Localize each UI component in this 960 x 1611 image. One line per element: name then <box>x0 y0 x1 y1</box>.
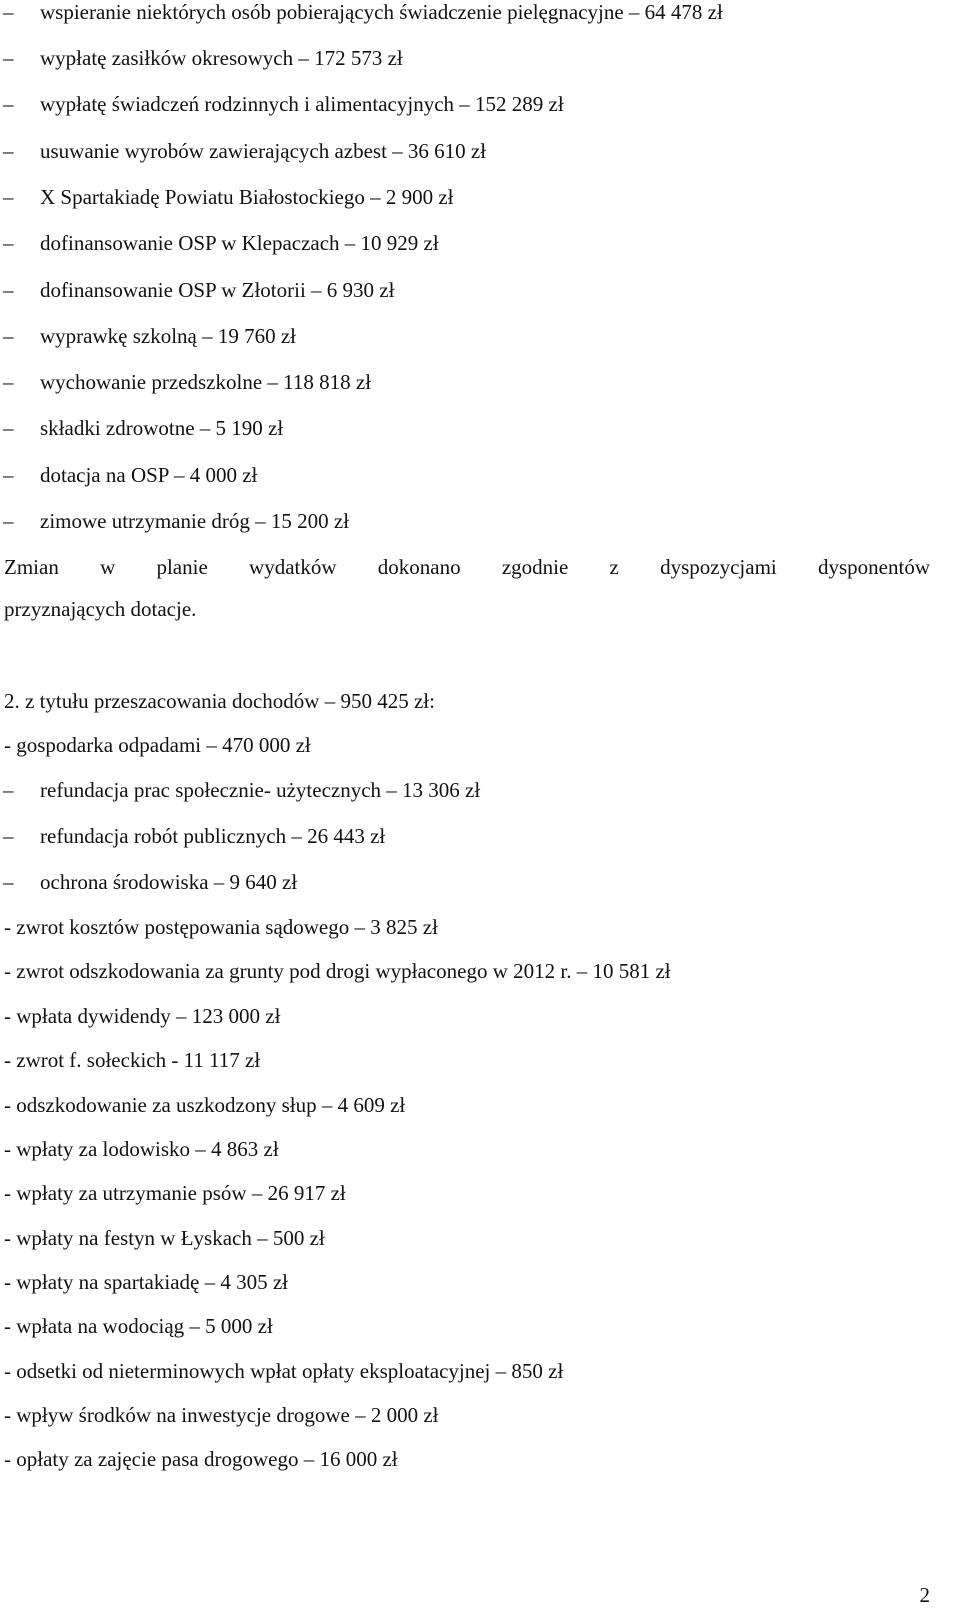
list-item: - zwrot kosztów postępowania sądowego – 3 825 zł <box>4 915 438 939</box>
dash-bullet: – <box>3 0 14 24</box>
list-item: - wpłata na wodociąg – 5 000 zł <box>4 1314 273 1338</box>
section-heading: 2. z tytułu przeszacowania dochodów – 950 425 zł: <box>4 689 435 713</box>
dash-bullet: – <box>3 509 14 533</box>
list-item: - opłaty za zajęcie pasa drogowego – 16 000 zł <box>4 1447 398 1471</box>
list-item: - wpływ środków na inwestycje drogowe – 2 000 zł <box>4 1403 439 1427</box>
paragraph-line: Zmian w planie wydatków dokonano zgodnie z dyspozycjami dysponentów <box>4 555 930 579</box>
dash-bullet: – <box>3 278 14 302</box>
list-item: - zwrot f. sołeckich - 11 117 zł <box>4 1048 261 1072</box>
dash-bullet: – <box>3 370 14 394</box>
dash-bullet: – <box>3 231 14 255</box>
dash-bullet: – <box>3 324 14 348</box>
list-item: - zwrot odszkodowania za grunty pod drogi wypłaconego w 2012 r. – 10 581 zł <box>4 959 671 983</box>
list-item: - wpłata dywidendy – 123 000 zł <box>4 1004 281 1028</box>
dash-bullet: – <box>3 92 14 116</box>
page-number: 2 <box>919 1583 930 1607</box>
dash-bullet: – <box>3 139 14 163</box>
list-item: - wpłaty za lodowisko – 4 863 zł <box>4 1137 279 1161</box>
list-item: - wpłaty na festyn w Łyskach – 500 zł <box>4 1226 325 1250</box>
dash-bullet: – <box>3 463 14 487</box>
list-item: - gospodarka odpadami – 470 000 zł <box>4 733 311 757</box>
dash-bullet: – <box>3 185 14 209</box>
dash-bullet: – <box>3 778 14 802</box>
list-item: - wpłaty za utrzymanie psów – 26 917 zł <box>4 1181 346 1205</box>
list-item: - odsetki od nieterminowych wpłat opłaty eksploatacyjnej – 850 zł <box>4 1359 564 1383</box>
dash-bullet: – <box>3 870 14 894</box>
dash-bullet: – <box>3 416 14 440</box>
dash-bullet: – <box>3 46 14 70</box>
dash-bullet: – <box>3 824 14 848</box>
paragraph-line: przyznających dotacje. <box>4 597 197 621</box>
list-item: - odszkodowanie za uszkodzony słup – 4 609 zł <box>4 1093 406 1117</box>
list-item: - wpłaty na spartakiadę – 4 305 zł <box>4 1270 288 1294</box>
